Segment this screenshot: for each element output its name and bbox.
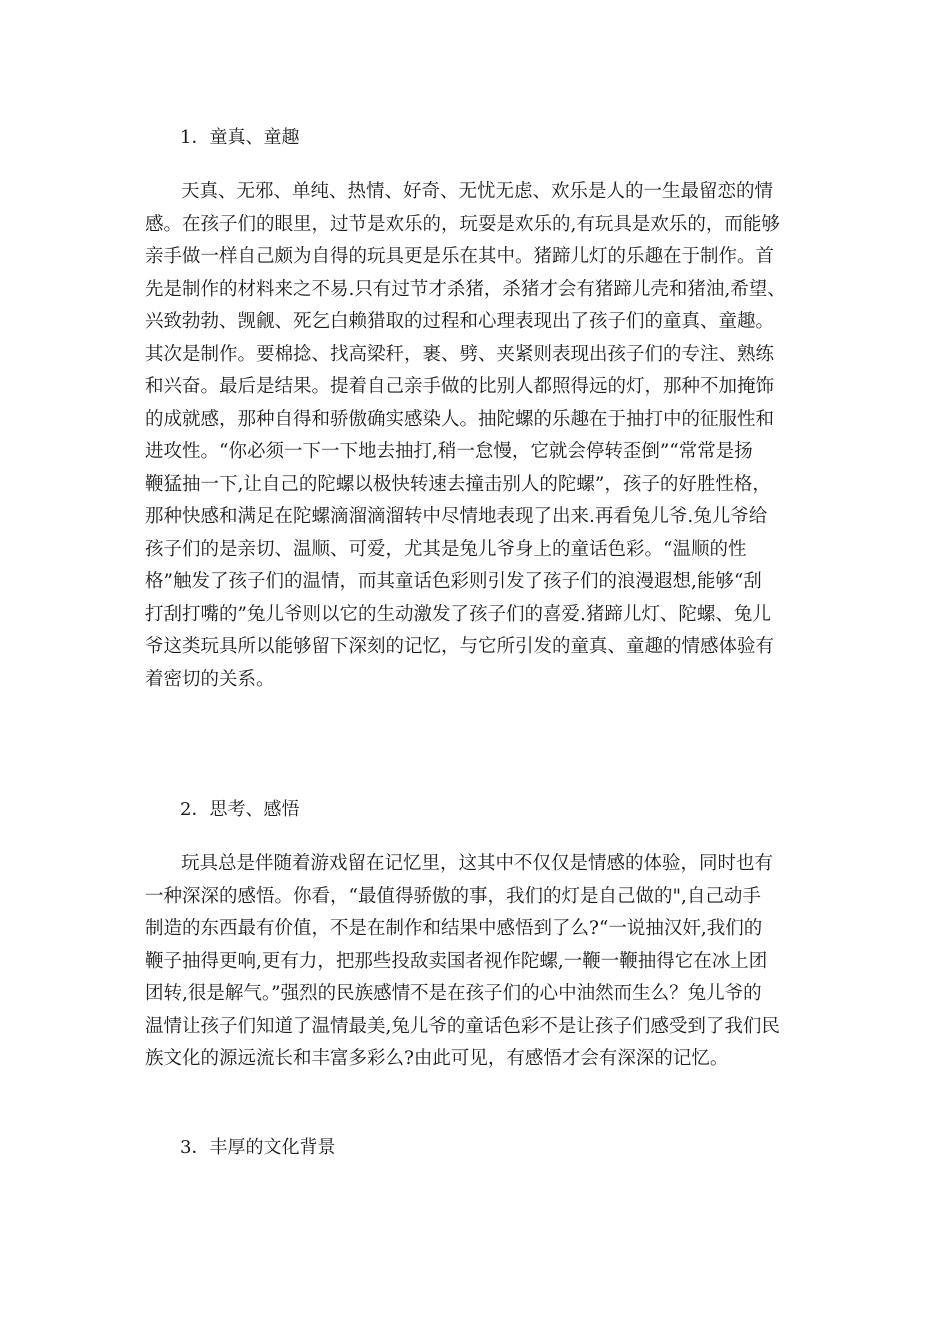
section-2-paragraph xyxy=(145,848,810,1076)
paragraph-line: 进攻性。“你必须一下一下地去抽打,稍一怠慢，它就会停转歪倒”“常常是扬 xyxy=(145,441,753,462)
paragraph-line: 先是制作的材料来之不易.只有过节才杀猪，杀猪才会有猪蹄儿壳和猪油,希望、 xyxy=(145,278,786,300)
paragraph-line: 孩子们的是亲切、温顺、可爱，尤其是兔儿爷身上的童话色彩。“温顺的性 xyxy=(145,538,747,560)
paragraph-line: 爷这类玩具所以能够留下深刻的记忆，与它所引发的童真、童趣的情感体验有 xyxy=(145,636,775,657)
paragraph-line: 族文化的源远流长和丰富多彩么?由此可见，有感悟才会有深深的记忆。 xyxy=(145,1048,729,1069)
paragraph-line: 一种深深的感悟。你看，“最值得骄傲的事，我们的灯是自己做的",自己动手 xyxy=(145,885,761,907)
paragraph-line: 制造的东西最有价值，不是在制作和结果中感悟到了么?“一说抽汉奸,我们的 xyxy=(145,918,763,939)
paragraph-line: 打刮打嘴的”兔儿爷则以它的生动激发了孩子们的喜爱.猪蹄儿灯、陀螺、兔儿 xyxy=(145,603,771,625)
paragraph-line: 的成就感，那种自得和骄傲确实感染人。抽陀螺的乐趣在于抽打中的征服性和 xyxy=(145,408,775,430)
paragraph-line: 其次是制作。要棉捻、找高梁秆，裹、劈、夹紧则表现出孩子们的专注、熟练 xyxy=(145,343,775,365)
paragraph-line: 天真、无邪、单纯、热情、好奇、无忧无虑、欢乐是人的一生最留恋的情 xyxy=(181,181,774,202)
section-heading-1: 1．童真、童趣 xyxy=(180,127,300,148)
paragraph-line: 兴致勃勃、觊觎、死乞白赖猎取的过程和心理表现出了孩子们的童真、童趣。 xyxy=(145,311,775,332)
paragraph-line: 亲手做一样自己颇为自得的玩具更是乐在其中。猪蹄儿灯的乐趣在于制作。首 xyxy=(145,246,775,267)
section-heading-3: 3．丰厚的文化背景 xyxy=(180,1137,336,1158)
paragraph-line: 那种快感和满足在陀螺滴溜滴溜转中尽情地表现了出来.再看兔儿爷.兔儿爷给 xyxy=(145,506,768,527)
paragraph-line: 格”触发了孩子们的温情，而其童话色彩则引发了孩子们的浪漫遐想,能够“刮 xyxy=(145,571,762,592)
paragraph-line: 着密切的关系。 xyxy=(145,668,275,690)
section-1-paragraph xyxy=(145,176,810,696)
paragraph-line: 团转,很是解气。”强烈的民族感情不是在孩子们的心中油然而生么？兔儿爷的 xyxy=(145,983,762,1004)
section-heading-2: 2．思考、感悟 xyxy=(180,799,300,820)
paragraph-line: 感。在孩子们的眼里，过节是欢乐的，玩耍是欢乐的,有玩具是欢乐的，而能够 xyxy=(145,213,780,235)
paragraph-line: 玩具总是伴随着游戏留在记忆里，这其中不仅仅是情感的体验，同时也有 xyxy=(181,853,774,874)
paragraph-line: 鞭猛抽一下,让自己的陀螺以极快转速去撞击别人的陀螺”，孩子的好胜性格， xyxy=(145,473,771,495)
paragraph-line: 和兴奋。最后是结果。提着自己亲手做的比别人都照得远的灯，那种不加掩饰 xyxy=(145,376,775,397)
paragraph-line: 温情让孩子们知道了温情最美,兔儿爷的童话色彩不是让孩子们感受到了我们民 xyxy=(145,1015,780,1037)
paragraph-line: 鞭子抽得更响,更有力，把那些投敌卖国者视作陀螺,一鞭一鞭抽得它在冰上团 xyxy=(145,950,768,972)
